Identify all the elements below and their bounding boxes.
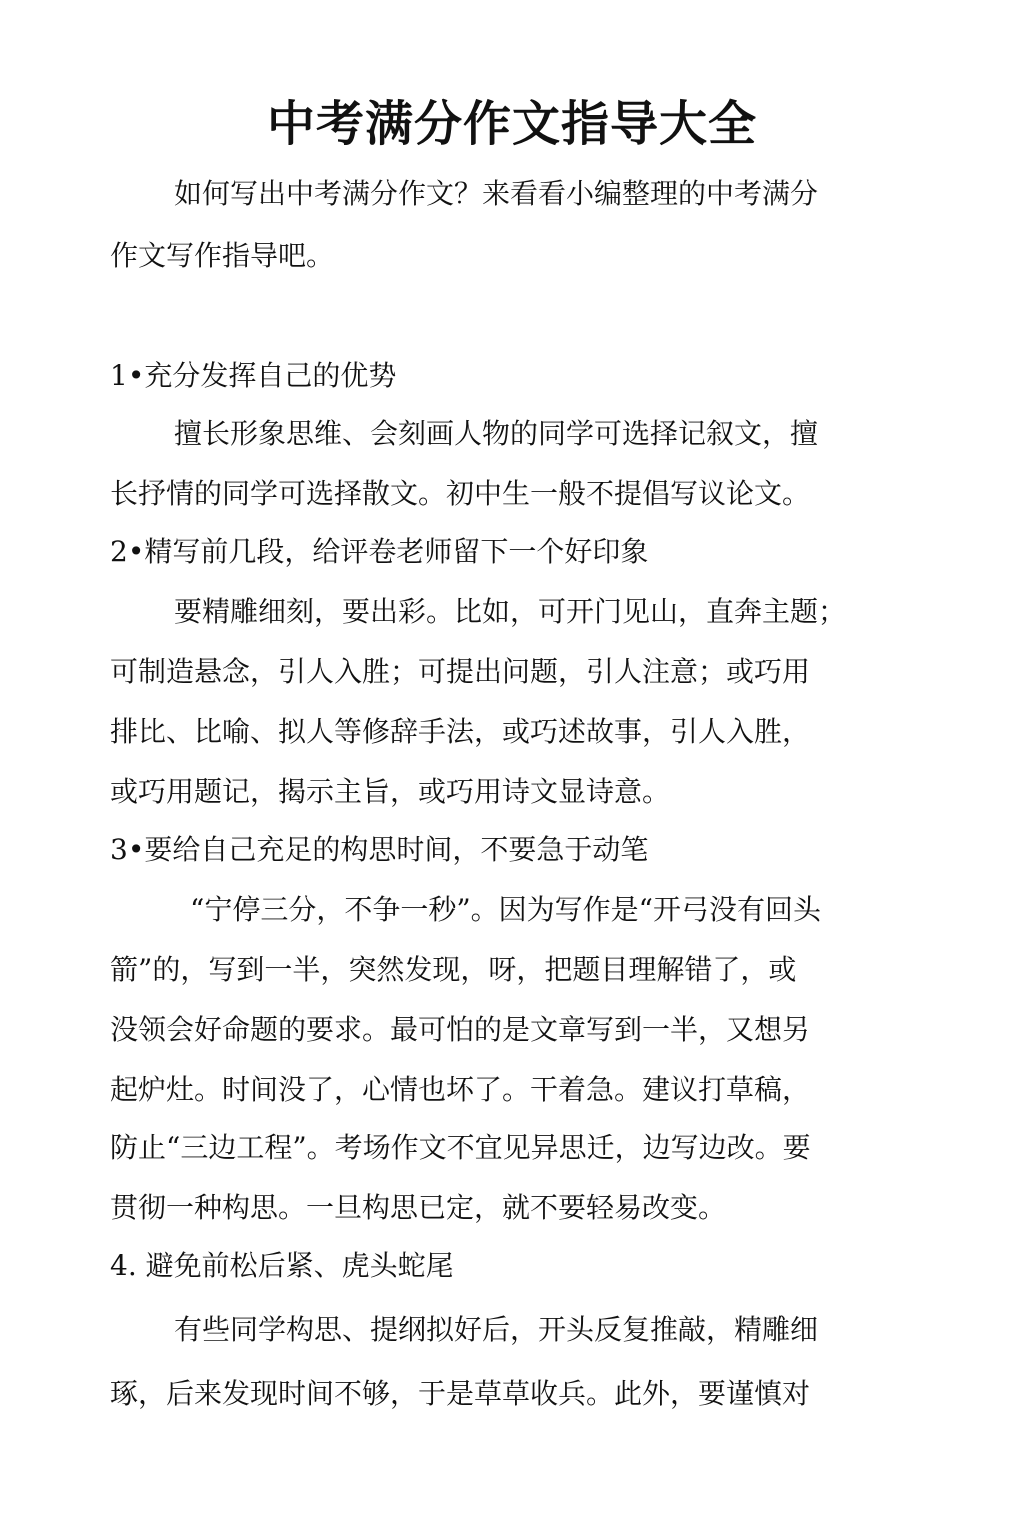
paragraph-line: 箭”的，写到一半，突然发现，呀，把题目理解错了，或 — [110, 953, 797, 986]
paragraph-line: 作文写作指导吧。 — [110, 239, 335, 272]
paragraph-line: 或巧用题记，揭示主旨，或巧用诗文显诗意。 — [110, 775, 671, 808]
paragraph-line: 擅长形象思维、会刻画人物的同学可选择记叙文，擅 — [174, 417, 819, 450]
document-title: 中考满分作文指导大全 — [266, 96, 757, 152]
paragraph-line: 如何写出中考满分作文？来看看小编整理的中考满分 — [174, 177, 819, 210]
paragraph-line: 防止“三边工程”。考场作文不宜见异思迁，边写边改。要 — [110, 1131, 811, 1164]
paragraph-line: 可制造悬念，引人入胜；可提出问题，引人注意；或巧用 — [110, 655, 811, 688]
paragraph-line: 贯彻一种构思。一旦构思已定，就不要轻易改变。 — [110, 1191, 727, 1224]
section-heading: 4. 避免前松后紧、虎头蛇尾 — [110, 1249, 454, 1282]
section-heading: 2•精写前几段，给评卷老师留下一个好印象 — [110, 535, 649, 568]
paragraph-line: 排比、比喻、拟人等修辞手法，或巧述故事，引人入胜， — [110, 715, 811, 748]
section-heading: 3•要给自己充足的构思时间，不要急于动笔 — [110, 833, 649, 866]
paragraph-line: 有些同学构思、提纲拟好后，开头反复推敲，精雕细 — [174, 1313, 819, 1346]
paragraph-line: 起炉灶。时间没了，心情也坏了。干着急。建议打草稿， — [110, 1073, 811, 1106]
paragraph-line: 长抒情的同学可选择散文。初中生一般不提倡写议论文。 — [110, 477, 811, 510]
paragraph-line: “宁停三分，不争一秒”。因为写作是“开弓没有回头 — [190, 893, 821, 926]
section-heading: 1•充分发挥自己的优势 — [110, 359, 397, 392]
paragraph-line: 要精雕细刻，要出彩。比如，可开门见山，直奔主题； — [174, 595, 847, 628]
paragraph-line: 没领会好命题的要求。最可怕的是文章写到一半，又想另 — [110, 1013, 811, 1046]
paragraph-line: 琢，后来发现时间不够，于是草草收兵。此外，要谨慎对 — [110, 1377, 811, 1410]
